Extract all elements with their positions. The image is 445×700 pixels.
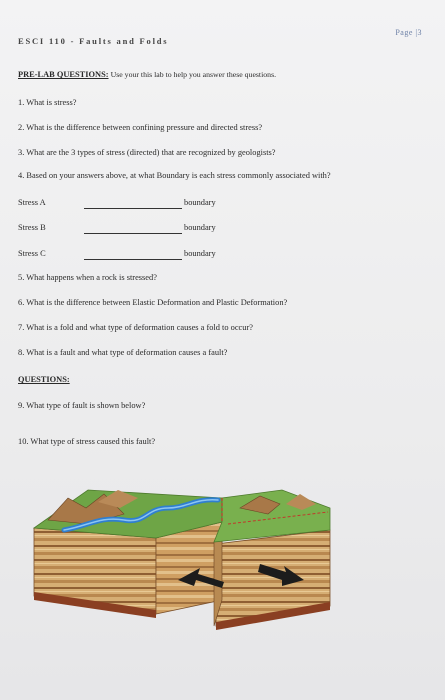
stress-a-label: Stress A <box>18 198 46 207</box>
question-6: 6. What is the difference between Elastic Deformation and Plastic Deformation? <box>18 298 288 307</box>
stress-c-boundary: boundary <box>184 249 216 258</box>
prelab-line <box>18 70 276 79</box>
question-3: 3. What are the 3 types of stress (directed) that are recognized by geologists? <box>18 148 276 157</box>
stress-a-boundary: boundary <box>184 198 216 207</box>
stress-b-blank[interactable] <box>84 233 182 234</box>
prelab-intro: Use your this lab to help you answer these questions. <box>110 70 277 79</box>
question-9: 9. What type of fault is shown below? <box>18 401 146 410</box>
prelab-heading: PRE-LAB QUESTIONS: <box>18 70 109 79</box>
page-number: Page |3 <box>395 28 422 37</box>
question-10: 10. What type of stress caused this fault? <box>18 437 156 446</box>
question-2: 2. What is the difference between confining pressure and directed stress? <box>18 123 263 132</box>
header-title: ESCI 110 - Faults and Folds <box>18 36 169 46</box>
stress-b-boundary: boundary <box>184 223 216 232</box>
stress-c-label: Stress C <box>18 249 46 258</box>
question-5: 5. What happens when a rock is stressed? <box>18 273 157 282</box>
question-7: 7. What is a fold and what type of deformation causes a fold to occur? <box>18 323 253 332</box>
stress-c-blank[interactable] <box>84 259 182 260</box>
stress-a-blank[interactable] <box>84 208 182 209</box>
stress-b-label: Stress B <box>18 223 46 232</box>
fault-block-diagram <box>28 468 344 638</box>
question-8: 8. What is a fault and what type of deformation causes a fault? <box>18 348 228 357</box>
questions-heading: QUESTIONS: <box>18 375 70 384</box>
question-1: 1. What is stress? <box>18 98 77 107</box>
page-header <box>18 28 428 46</box>
question-4: 4. Based on your answers above, at what Boundary is each stress commonly associated with? <box>18 171 331 180</box>
